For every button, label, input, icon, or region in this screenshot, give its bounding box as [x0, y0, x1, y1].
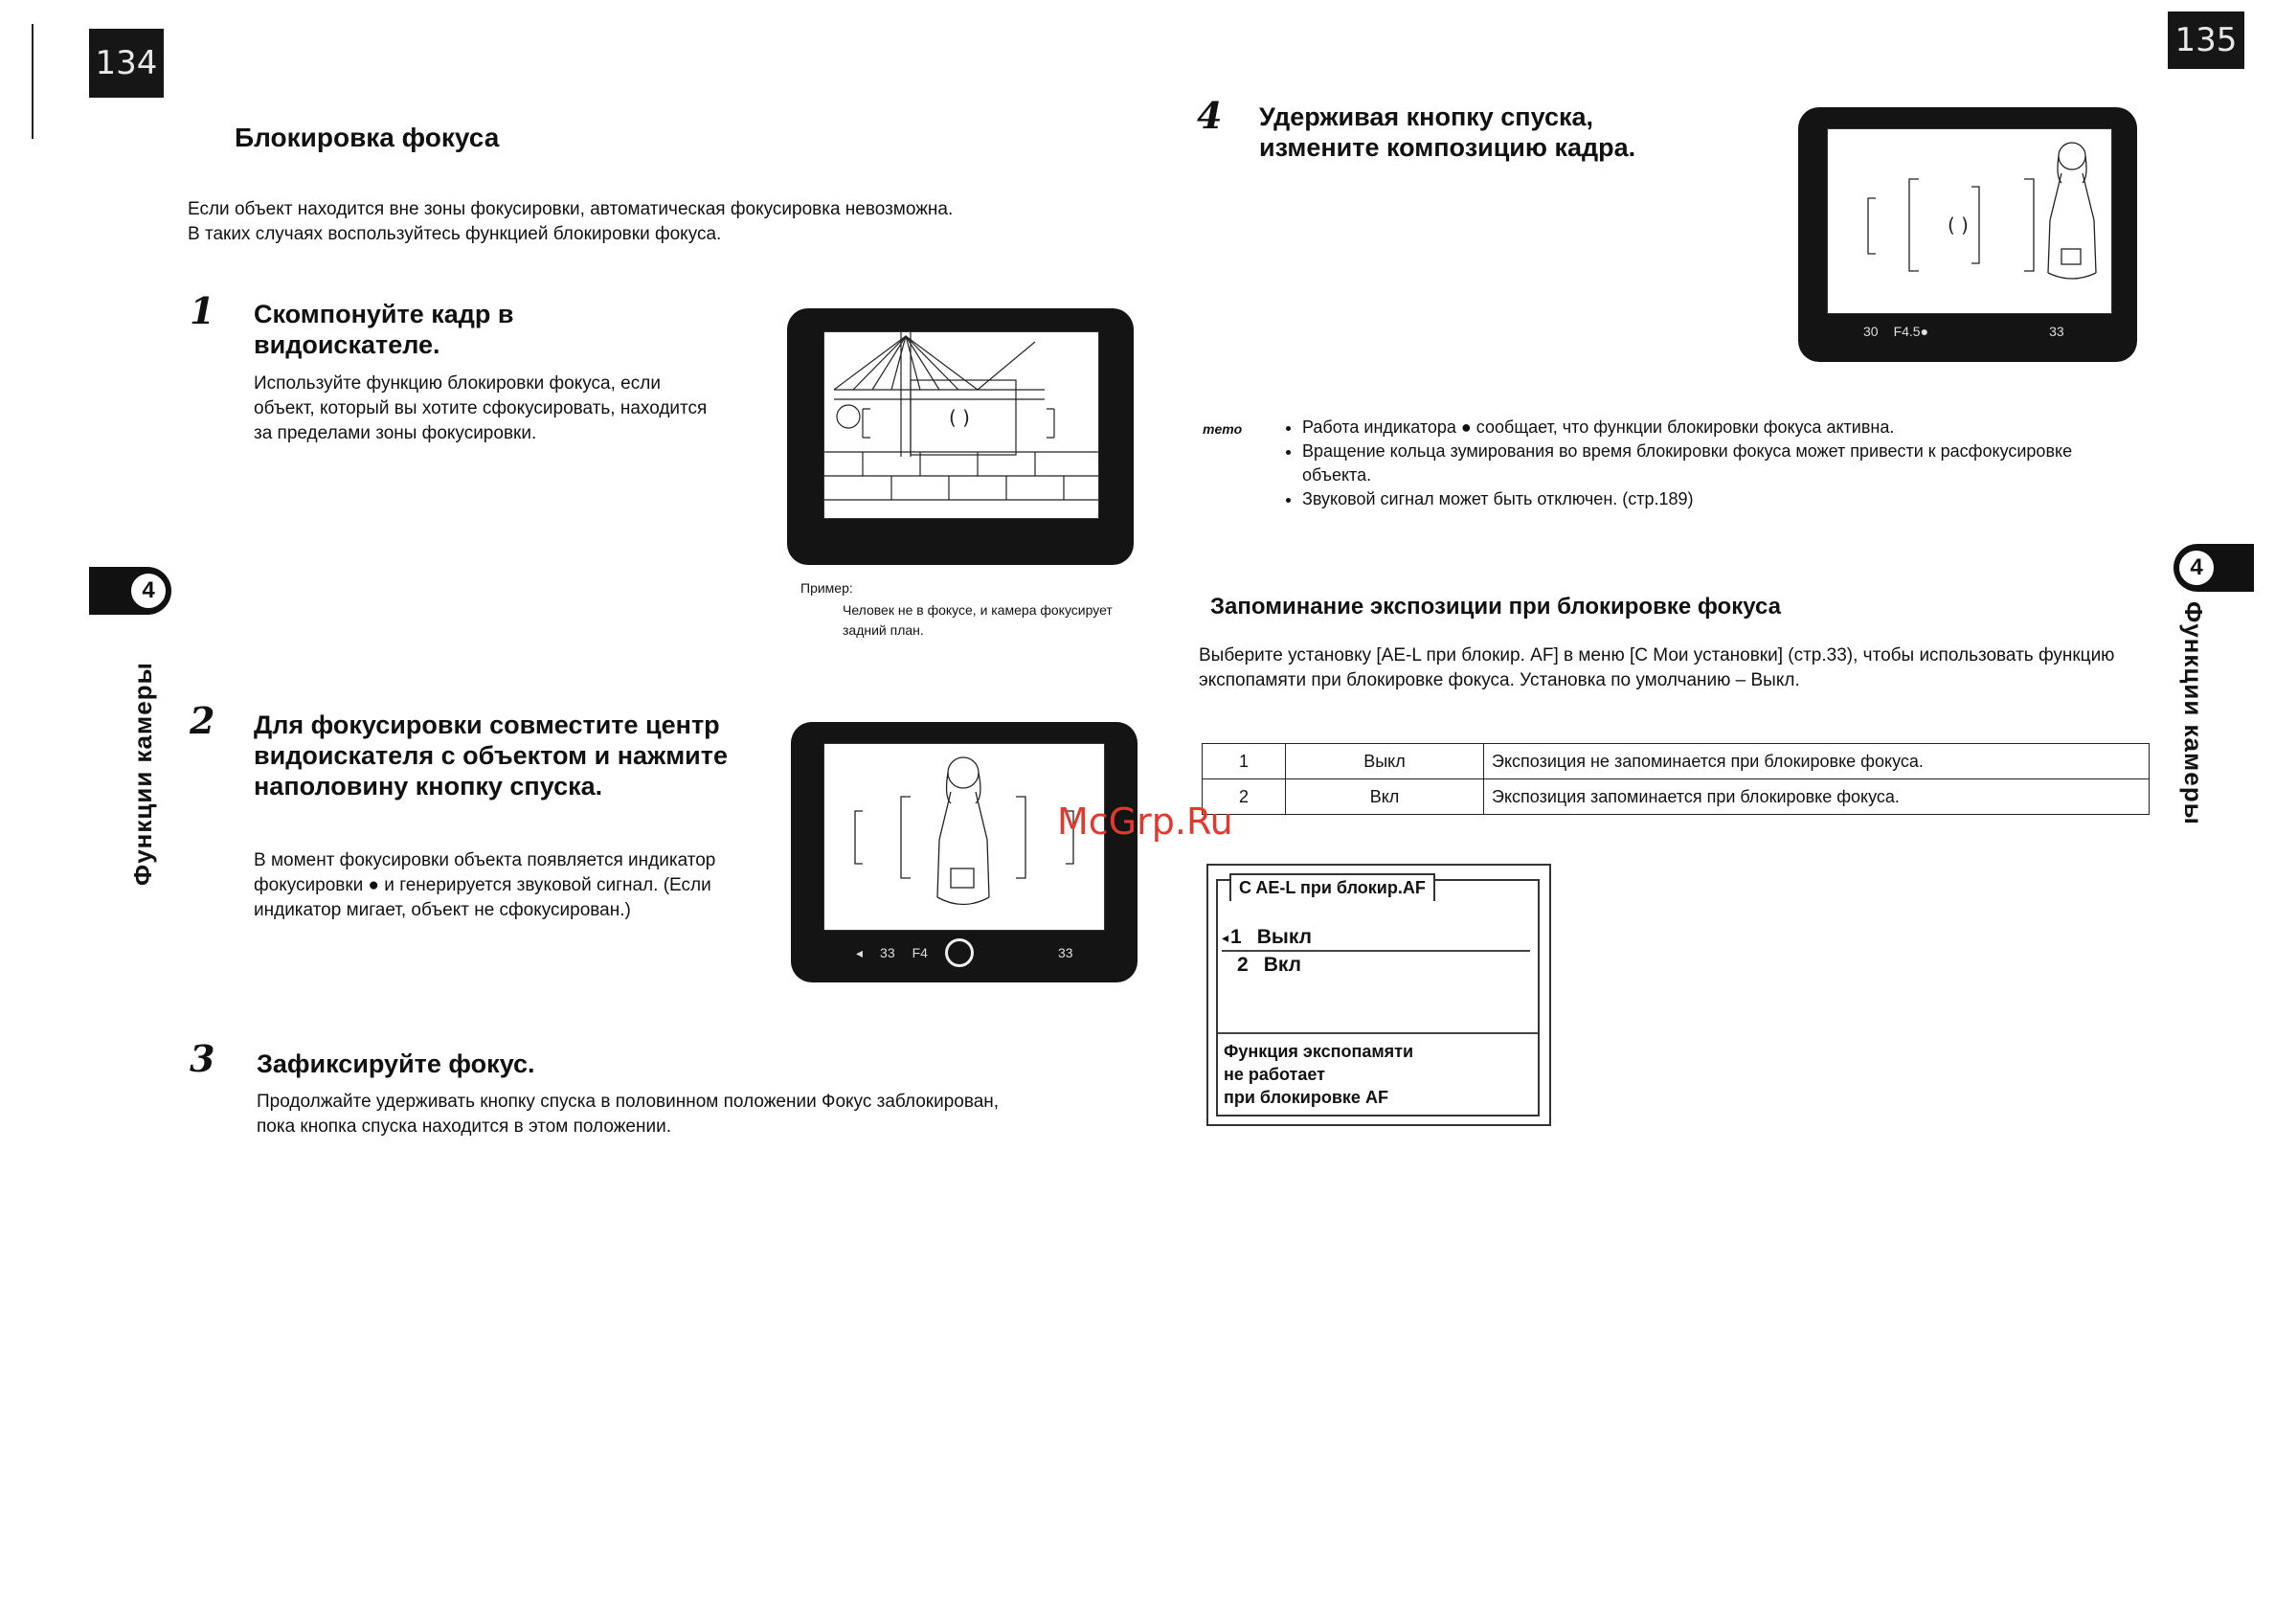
menu-option-label: Вкл	[1263, 954, 1301, 976]
viewfinder-illustration-1	[787, 308, 1134, 565]
step-2-title: Для фокусировки совместите центр видоискателя с объектом и нажмите наполовину кнопку спуска.	[254, 710, 729, 801]
viewfinder-illustration-4	[1798, 107, 2137, 362]
step-1-title: Скомпонуйте кадр в видоискателе.	[254, 300, 514, 359]
menu-footer-help	[1224, 1040, 1413, 1109]
table-cell-setting: Вкл	[1286, 779, 1484, 815]
step-4-title: Удерживая кнопку спуска, измените композицию кадра.	[1259, 102, 1636, 162]
page-number-right: 135	[2168, 11, 2244, 69]
table-row	[1203, 779, 2150, 815]
bridge-scene-illustration	[824, 332, 1098, 518]
readout-frames: 33	[2049, 324, 2064, 339]
chapter-number-badge: 4	[2177, 549, 2216, 587]
step-2-text: В момент фокусировки объекта появляется индикатор фокусировки ● и генерируется звуковой сигнал. (Если индикатор мигает, объект не сфокусирован.)	[254, 850, 716, 920]
subsection-text: Выберите установку [AE-L при блокир. AF] в меню [C Мои установки] (стр.33), чтобы использовать функцию экспопамяти при блокировке фокуса. Установка по умолчанию – Выкл.	[1199, 645, 2115, 690]
memo-notes	[1281, 416, 2105, 511]
chapter-label-right: Функции камеры	[2179, 601, 2208, 825]
viewfinder-screen-1	[823, 331, 1099, 519]
menu-option-label: Выкл	[1256, 926, 1312, 948]
table-row	[1203, 744, 2150, 779]
svg-text:( ): ( )	[1948, 214, 1969, 237]
menu-option-1[interactable]	[1222, 925, 1530, 952]
menu-footer-line: не работает	[1224, 1065, 1325, 1084]
step-3-title: Зафиксируйте фокус.	[257, 1049, 535, 1078]
intro-text	[188, 197, 1164, 247]
binding-edge-line	[32, 24, 34, 139]
note-item: • Звуковой сигнал может быть отключен. (стр.189)	[1302, 487, 2105, 511]
svg-text:( ): ( )	[949, 406, 970, 429]
focus-indicator-icon	[945, 938, 974, 967]
selection-arrow-icon: ◂	[1222, 929, 1229, 945]
settings-table	[1202, 743, 2150, 815]
chapter-number-badge: 4	[129, 572, 168, 610]
table-cell-num: 1	[1203, 744, 1286, 779]
menu-option-num: 2	[1237, 954, 1249, 976]
menu-tab-title[interactable]: C AE-L при блокир.AF	[1229, 873, 1435, 901]
recomposed-scene-illustration	[1828, 129, 2111, 313]
chapter-tab-left	[89, 567, 171, 615]
readout-shutter: 30	[1863, 324, 1879, 339]
camera-menu-screen	[1206, 864, 1551, 1126]
watermark: McGrp.Ru	[1057, 801, 1233, 843]
example-caption-label: Пример:	[800, 580, 853, 596]
table-cell-setting: Выкл	[1286, 744, 1484, 779]
viewfinder-illustration-2	[791, 722, 1138, 982]
readout-aperture: F4	[912, 945, 928, 960]
table-cell-num: 2	[1203, 779, 1286, 815]
readout-aperture: F4.5●	[1893, 324, 1929, 339]
menu-footer-line: Функция экспопамяти	[1224, 1042, 1414, 1061]
step-3-text: Продолжайте удерживать кнопку спуска в половинном положении Фокус заблокирован, пока кнопка спуска находится в этом положении.	[257, 1092, 1000, 1137]
step-1-text: Используйте функцию блокировки фокуса, если объект, который вы хотите сфокусировать, находится за пределами зоны фокусировки.	[254, 373, 708, 443]
readout-frames: 33	[1057, 945, 1073, 960]
chapter-tab-right	[2174, 544, 2254, 592]
readout-shutter: 33	[880, 945, 895, 960]
viewfinder-4-readout	[1863, 324, 2064, 339]
intro-line-2: В таких случаях воспользуйтесь функцией блокировки фокуса.	[188, 224, 722, 244]
step-1-number: 1	[190, 289, 215, 332]
menu-panel	[1216, 879, 1540, 1116]
menu-divider	[1218, 1032, 1538, 1034]
subsection-title: Запоминание экспозиции при блокировке фокуса	[1210, 594, 1781, 620]
table-cell-description: Экспозиция не запоминается при блокировке фокуса.	[1484, 744, 2150, 779]
step-3-number: 3	[190, 1037, 215, 1080]
table-cell-description: Экспозиция запоминается при блокировке фокуса.	[1484, 779, 2150, 815]
intro-line-1: Если объект находится вне зоны фокусировки, автоматическая фокусировка невозможна.	[188, 199, 954, 219]
memo-label: memo	[1203, 421, 1243, 437]
menu-option-num: 1	[1230, 926, 1242, 948]
chapter-label-left: Функции камеры	[128, 662, 157, 886]
step-4-number: 4	[1197, 94, 1223, 137]
note-item: • Вращение кольца зумирования во время блокировки фокуса может привести к расфокусировке объекта.	[1302, 440, 2105, 487]
section-title: Блокировка фокуса	[235, 123, 500, 152]
page-number-left: 134	[89, 29, 164, 98]
viewfinder-2-readout	[856, 938, 1073, 967]
note-item: • Работа индикатора ● сообщает, что функции блокировки фокуса активна.	[1302, 416, 2105, 440]
menu-footer-line: при блокировке AF	[1224, 1088, 1388, 1107]
focus-arrow-icon: ◂	[856, 944, 864, 960]
viewfinder-screen-4	[1827, 128, 2112, 314]
example-caption-text: Человек не в фокусе, и камера фокусирует задний план.	[843, 602, 1113, 638]
step-2-number: 2	[190, 699, 215, 742]
menu-option-2[interactable]	[1237, 954, 1301, 977]
